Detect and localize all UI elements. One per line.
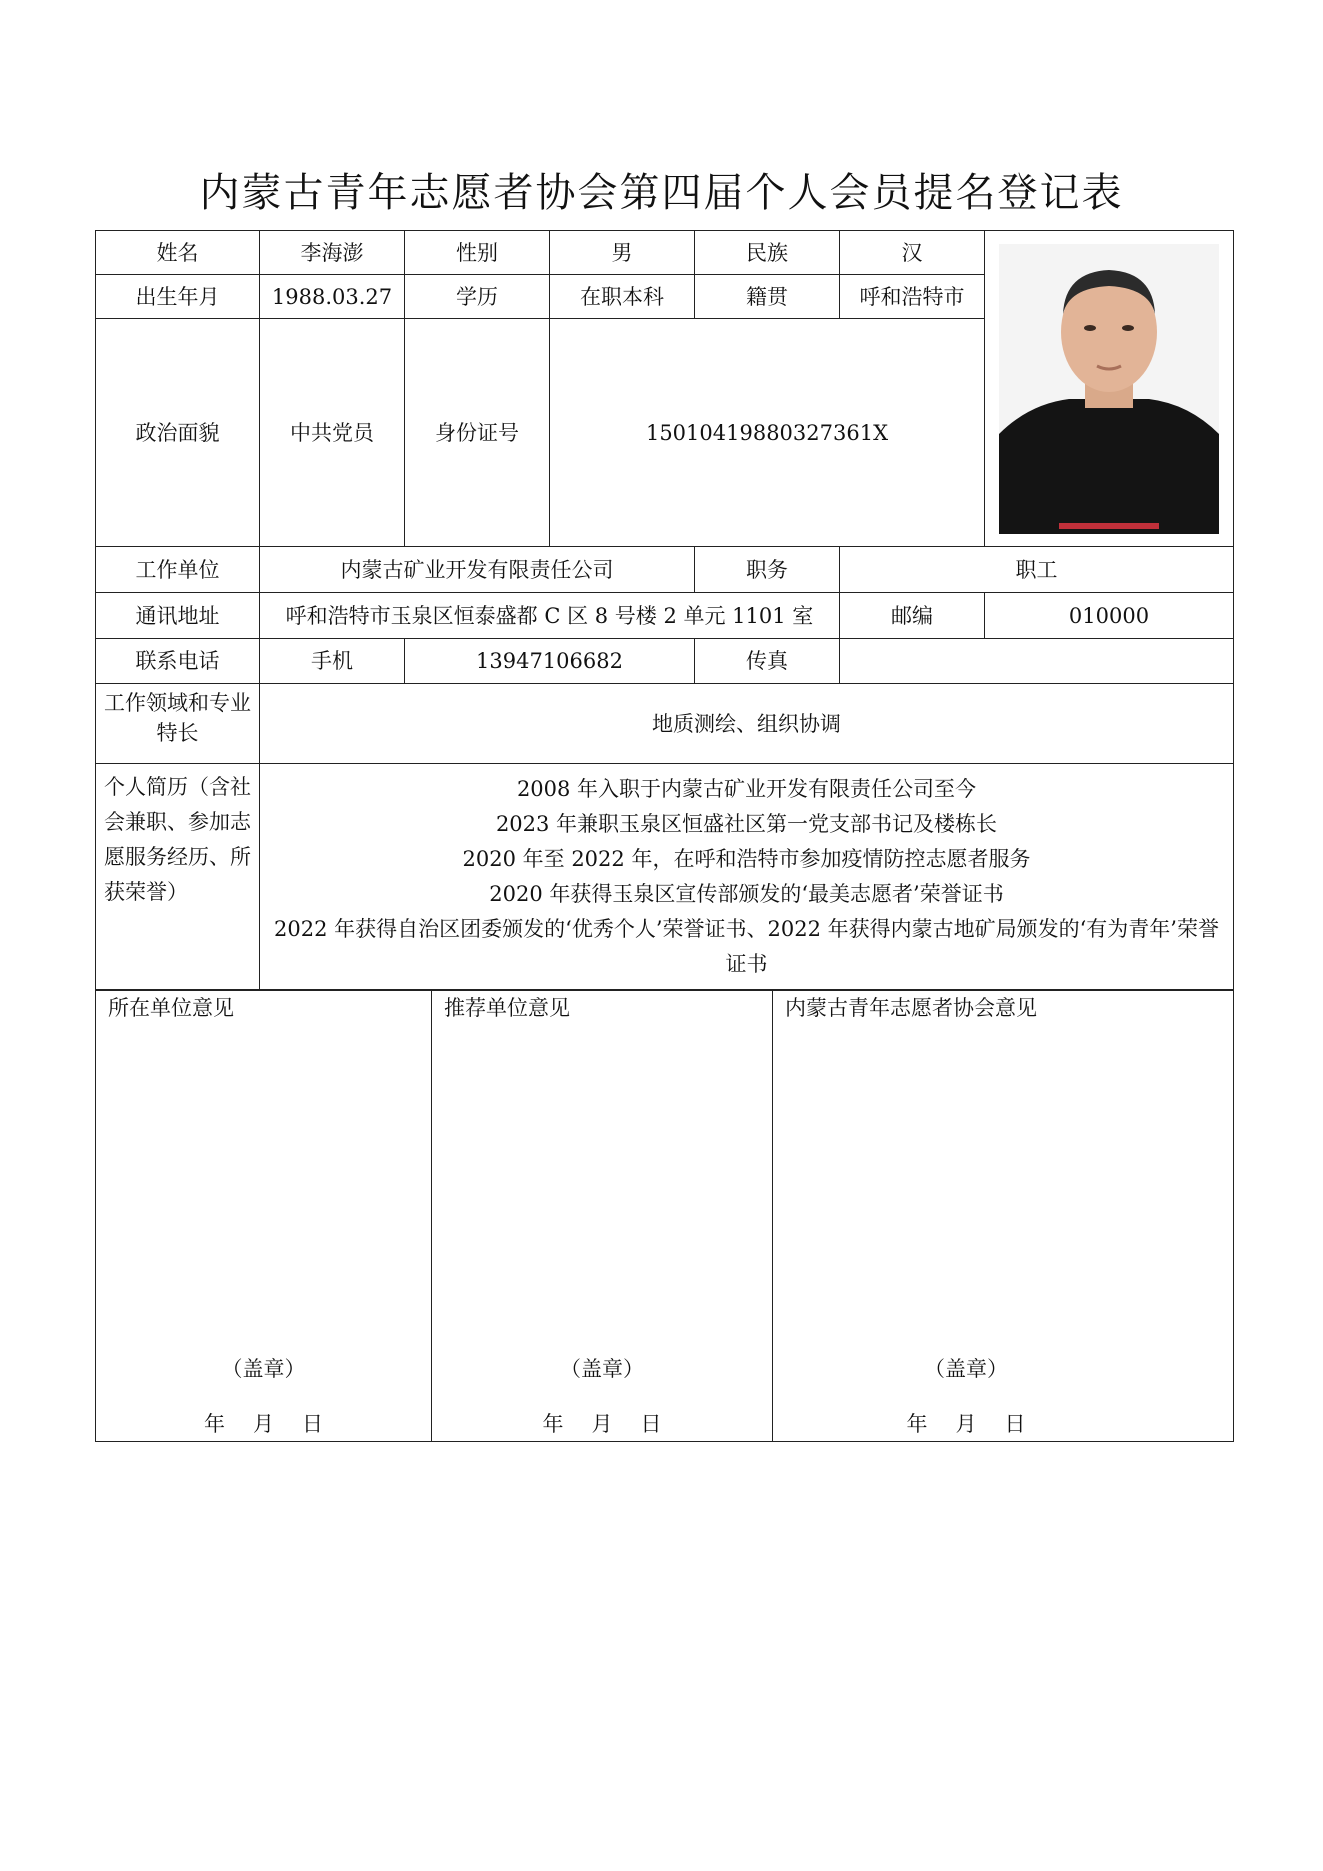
resume-line: 2020 年至 2022 年，在呼和浩特市参加疫情防控志愿者服务 bbox=[462, 846, 1031, 871]
month-label: 月 bbox=[955, 1412, 977, 1436]
political-value: 中共党员 bbox=[260, 319, 405, 547]
native-value: 呼和浩特市 bbox=[840, 275, 985, 319]
day-label: 日 bbox=[640, 1412, 662, 1436]
resume-line: 2023 年兼职玉泉区恒盛社区第一党支部书记及楼栋长 bbox=[495, 811, 998, 836]
postcode-label: 邮编 bbox=[840, 593, 985, 639]
opinion-date bbox=[432, 1409, 772, 1439]
name-label: 姓名 bbox=[96, 231, 260, 275]
position-label: 职务 bbox=[695, 547, 840, 593]
fax-value bbox=[840, 639, 1234, 684]
phone-type: 手机 bbox=[260, 639, 405, 684]
portrait-photo bbox=[999, 244, 1219, 534]
ethnicity-label: 民族 bbox=[695, 231, 840, 275]
resume-line: 2020 年获得玉泉区宣传部颁发的‘最美志愿者’荣誉证书 bbox=[489, 881, 1004, 906]
resume-line: 2022 年获得自治区团委颁发的‘优秀个人’荣誉证书、2022 年获得内蒙古地矿局颁发的‘有为青年’荣誉证书 bbox=[274, 916, 1219, 976]
fax-label: 传真 bbox=[695, 639, 840, 684]
opinion-date bbox=[96, 1409, 431, 1439]
recommender-opinion bbox=[432, 991, 773, 1442]
education-value: 在职本科 bbox=[550, 275, 695, 319]
address-value: 呼和浩特市玉泉区恒泰盛都 C 区 8 号楼 2 单元 1101 室 bbox=[260, 593, 840, 639]
opinion-title: 所在单位意见 bbox=[108, 996, 234, 1020]
id-number-value: 15010419880327361X bbox=[550, 319, 985, 547]
name-value: 李海澎 bbox=[260, 231, 405, 275]
photo-cell bbox=[985, 231, 1234, 547]
address-label: 通讯地址 bbox=[96, 593, 260, 639]
opinion-date bbox=[773, 1409, 1159, 1439]
postcode-value: 010000 bbox=[985, 593, 1234, 639]
form-title: 内蒙古青年志愿者协会第四届个人会员提名登记表 bbox=[199, 170, 1124, 216]
employer-label: 工作单位 bbox=[96, 547, 260, 593]
month-label: 月 bbox=[591, 1412, 613, 1436]
association-opinion bbox=[773, 991, 1234, 1442]
expertise-label: 工作领域和专业特长 bbox=[96, 684, 260, 764]
phone-label: 联系电话 bbox=[96, 639, 260, 684]
resume-label: 个人简历（含社会兼职、参加志愿服务经历、所获荣誉） bbox=[96, 764, 260, 990]
opinion-table bbox=[95, 990, 1234, 1442]
phone-value: 13947106682 bbox=[405, 639, 695, 684]
resume-line: 2008 年入职于内蒙古矿业开发有限责任公司至今 bbox=[516, 776, 977, 801]
resume-value bbox=[260, 764, 1234, 990]
education-label: 学历 bbox=[405, 275, 550, 319]
native-label: 籍贯 bbox=[695, 275, 840, 319]
position-value: 职工 bbox=[840, 547, 1234, 593]
political-label: 政治面貌 bbox=[96, 319, 260, 547]
seal-label: （盖章） bbox=[560, 1357, 644, 1381]
opinion-title: 推荐单位意见 bbox=[444, 996, 570, 1020]
employer-opinion bbox=[96, 991, 432, 1442]
ethnicity-value: 汉 bbox=[840, 231, 985, 275]
opinion-title: 内蒙古青年志愿者协会意见 bbox=[785, 996, 1037, 1020]
day-label: 日 bbox=[1004, 1412, 1026, 1436]
year-label: 年 bbox=[906, 1412, 928, 1436]
expertise-value: 地质测绘、组织协调 bbox=[260, 684, 1234, 764]
seal-label: （盖章） bbox=[221, 1357, 306, 1381]
year-label: 年 bbox=[542, 1412, 564, 1436]
seal-label: （盖章） bbox=[924, 1357, 1008, 1381]
gender-label: 性别 bbox=[405, 231, 550, 275]
day-label: 日 bbox=[302, 1412, 323, 1436]
id-label: 身份证号 bbox=[405, 319, 550, 547]
birth-label: 出生年月 bbox=[96, 275, 260, 319]
year-label: 年 bbox=[204, 1412, 225, 1436]
gender-value: 男 bbox=[550, 231, 695, 275]
birth-value: 1988.03.27 bbox=[260, 275, 405, 319]
employer-value: 内蒙古矿业开发有限责任公司 bbox=[260, 547, 695, 593]
registration-form bbox=[95, 230, 1234, 990]
month-label: 月 bbox=[253, 1412, 274, 1436]
